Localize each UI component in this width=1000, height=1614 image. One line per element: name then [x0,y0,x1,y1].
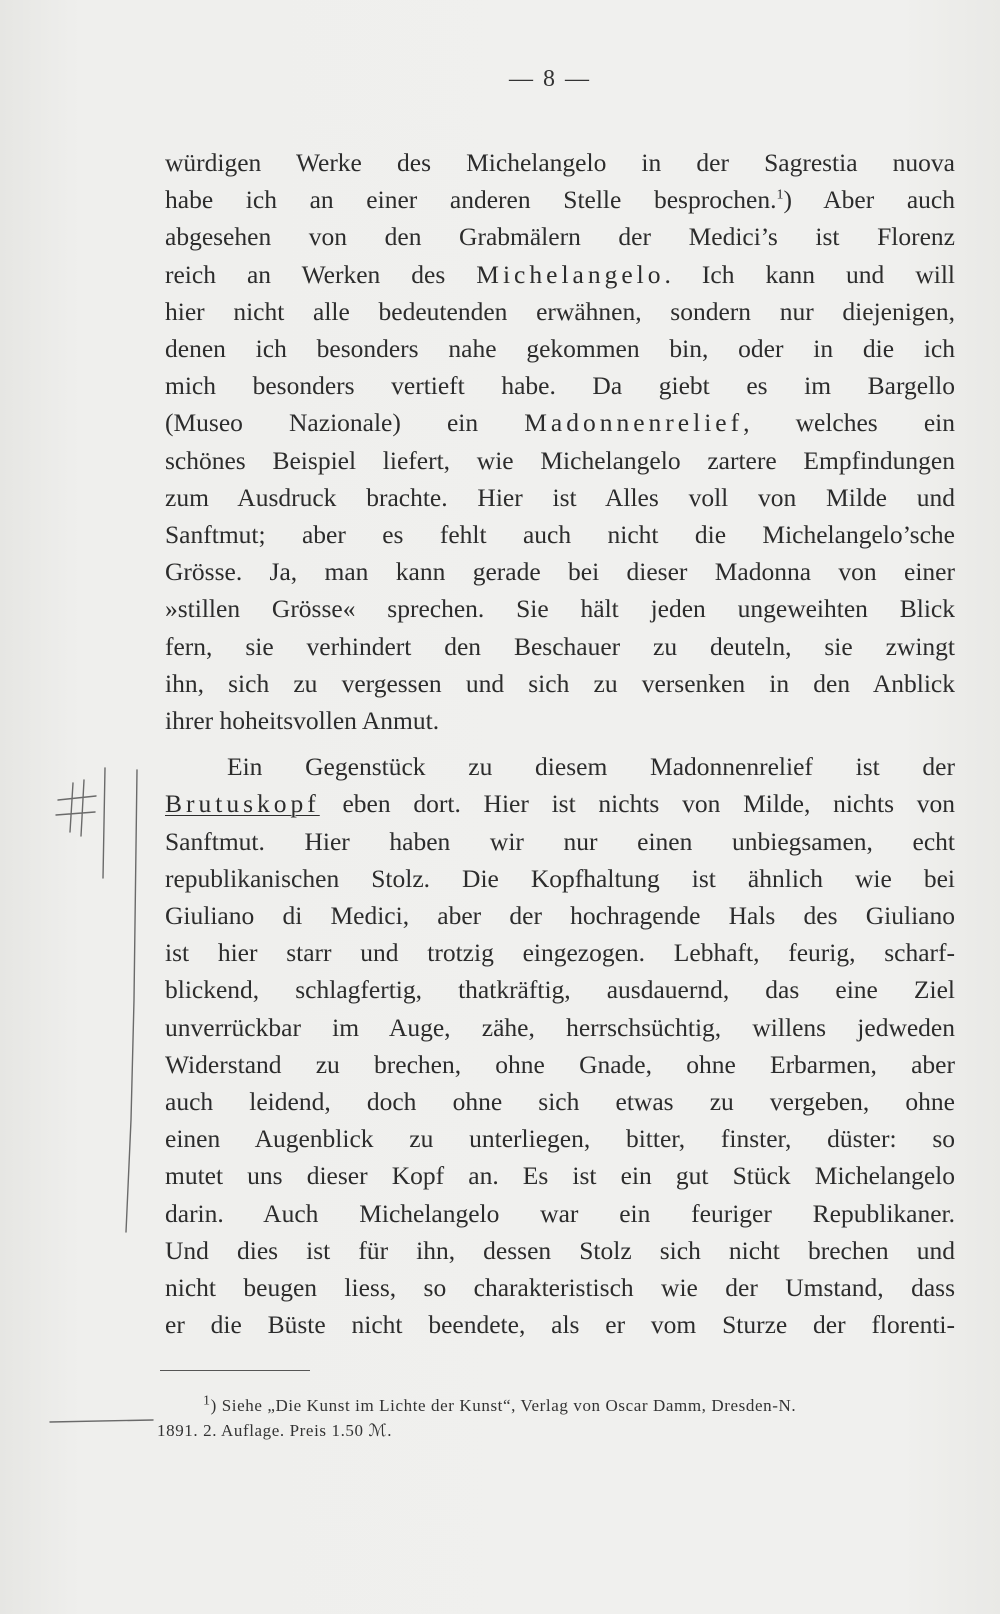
text-line: blickend, schlagfertig, thatkräftig, ausdauernd, das eine Ziel [165,975,955,1005]
text-line: Sanftmut; aber es fehlt auch nicht die Michelangelo’sche [165,520,955,550]
text-line: ist hier starr und trotzig eingezogen. Lebhaft, feurig, scharf- [165,938,955,968]
text-line-part: , welches ein [743,408,955,438]
text-line: »stillen Grösse« sprechen. Sie hält jeden ungeweihten Blick [165,594,955,624]
text-line: ihrer hoheitsvollen Anmut. [165,706,440,736]
text-line: mich besonders vertieft habe. Da giebt es im Bargello [165,371,955,401]
footnote-text: ) Siehe „Die Kunst im Lichte der Kunst“, Verlag von Oscar Damm, Dresden-N. [210,1396,797,1415]
text-line: er die Büste nicht beendete, als er vom Sturze der florenti- [165,1310,955,1340]
text-line: abgesehen von den Grabmälern der Medici’s ist Florenz [165,222,955,252]
text-line: schönes Beispiel liefert, wie Michelangelo zartere Empfindungen [165,445,955,475]
text-line: Ein Gegenstück zu diesem Madonnenrelief ist der [227,752,955,782]
text-line: Giuliano di Medici, aber der hochragende Hals des Giuliano [165,901,955,931]
text-line-part: ) Aber auch [783,185,955,215]
text-line: zum Ausdruck brachte. Hier ist Alles voll von Milde und [165,482,955,512]
margin-line [103,768,105,878]
text-line: einen Augenblick zu unterliegen, bitter, finster, düster: so [165,1124,955,1154]
hash-mark [56,780,96,836]
text-line-part: eben dort. Hier ist nichts von Milde, nichts von [319,789,955,819]
text-line: unverrückbar im Auge, zähe, herrschsüchtig, willens jedweden [165,1012,955,1042]
text-line: mutet uns dieser Kopf an. Es ist ein gut Stück Michelangelo [165,1161,955,1191]
text-line-part: habe ich an einer anderen Stelle besprochen. [165,185,777,215]
text-line: Sanftmut. Hier haben wir nur einen unbiegsamen, echt [165,826,955,856]
emphasized-term: Brutuskopf [165,789,320,819]
text-line: hier nicht alle bedeutenden erwähnen, sondern nur diejenigen, [165,296,955,326]
text-line: Widerstand zu brechen, ohne Gnade, ohne Erbarmen, aber [165,1049,955,1079]
emphasized-name: Michelangelo [476,259,665,289]
text-line: Grösse. Ja, man kann gerade bei dieser Madonna von einer [165,557,955,587]
footnote-pencil-line [50,1420,153,1422]
text-line: republikanischen Stolz. Die Kopfhaltung ist ähnlich wie bei [165,863,955,893]
text-line: darin. Auch Michelangelo war ein feuriger Republikaner. [165,1198,955,1228]
margin-line [126,770,137,1232]
text-line: Und dies ist für ihn, dessen Stolz sich nicht brechen und [165,1235,955,1265]
page-number: — 8 — [509,66,591,92]
footnote-marker: 1 [203,1393,211,1409]
text-line: fern, sie verhindert den Beschauer zu deuteln, sie zwingt [165,631,955,661]
footnote-line: 1891. 2. Auflage. Preis 1.50 ℳ. [157,1421,393,1440]
text-line: denen ich besonders nahe gekommen bin, oder in die ich [165,334,955,364]
text-line-part: (Museo Nazionale) ein [165,408,525,438]
footnote-reference: 1 [776,187,784,203]
text-line: auch leidend, doch ohne sich etwas zu vergeben, ohne [165,1087,955,1117]
text-line: nicht beugen liess, so charakteristisch wie der Umstand, dass [165,1273,955,1303]
emphasized-term: Madonnenrelief [524,408,744,438]
text-line: ihn, sich zu vergessen und sich zu versenken in den Anblick [165,668,955,698]
text-line-part: reich an Werken des [165,259,477,289]
text-line-part: . Ich kann und will [664,259,955,289]
text-line: würdigen Werke des Michelangelo in der Sagrestia nuova [165,148,955,177]
